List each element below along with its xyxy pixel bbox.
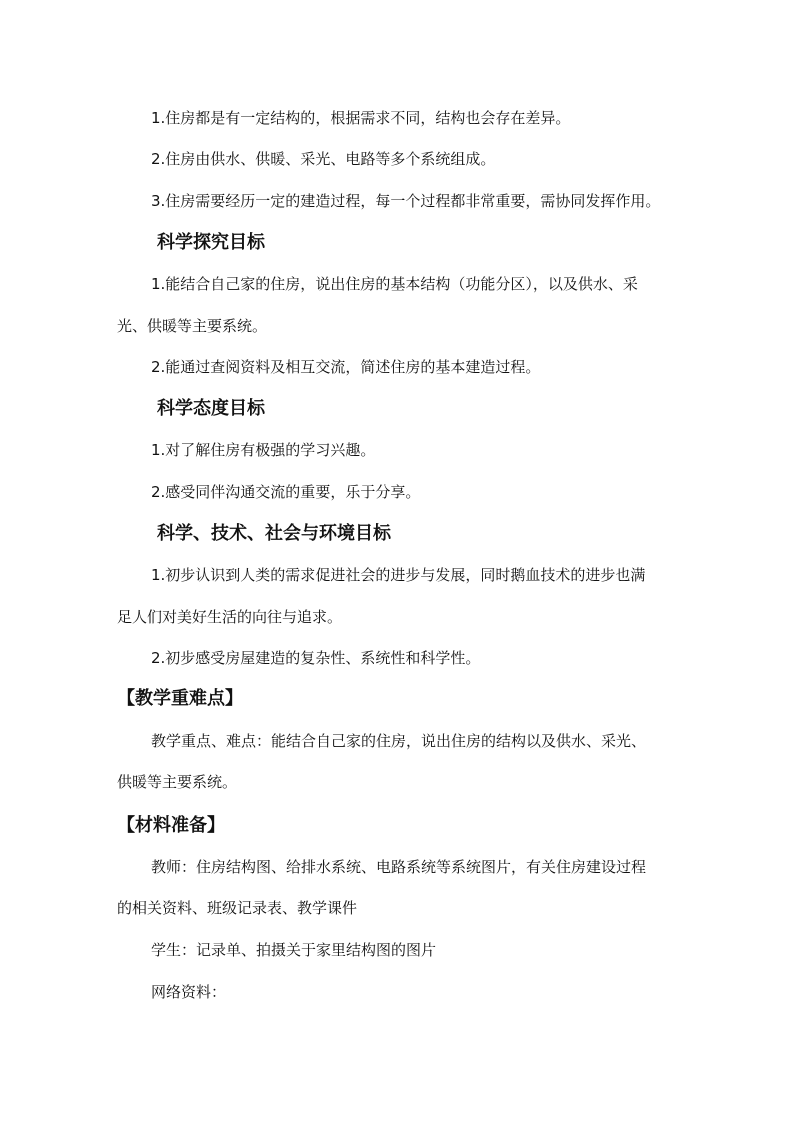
- sts-item-2: 2.初步感受房屋建造的复杂性、系统性和科学性。: [151, 649, 481, 667]
- attitude-heading: 科学态度目标: [157, 398, 265, 419]
- goal-item-3: 3.住房需要经历一定的建造过程，每一个过程都非常重要，需协同发挥作用。: [151, 192, 661, 210]
- key-points-line-1: 教学重点、难点：能结合自己家的住房，说出住房的结构以及供水、采光、: [151, 732, 647, 750]
- goal-item-1: 1.住房都是有一定结构的，根据需求不同，结构也会存在差异。: [151, 109, 571, 127]
- attitude-item-1: 1.对了解住房有极强的学习兴趣。: [151, 441, 376, 459]
- inquiry-item-1-line-1: 1.能结合自己家的住房，说出住房的基本结构（功能分区），以及供水、采: [151, 275, 638, 293]
- network-materials-line: 网络资料：: [151, 983, 227, 1001]
- key-points-line-2: 供暖等主要系统。: [117, 773, 238, 791]
- inquiry-item-2: 2.能通过查阅资料及相互交流，简述住房的基本建造过程。: [151, 358, 541, 376]
- goal-item-2: 2.住房由供水、供暖、采光、电路等多个系统组成。: [151, 150, 496, 168]
- inquiry-heading: 科学探究目标: [157, 232, 265, 253]
- materials-heading: 【材料准备】: [117, 815, 225, 836]
- teacher-materials-line-2: 的相关资料、班级记录表、教学课件: [117, 899, 358, 917]
- sts-item-1-line-1: 1.初步认识到人类的需求促进社会的进步与发展，同时鹅血技术的进步也满: [151, 566, 646, 584]
- student-materials-line: 学生：记录单、拍摄关于家里结构图的图片: [151, 941, 437, 959]
- inquiry-item-1-line-2: 光、供暖等主要系统。: [117, 317, 268, 335]
- teacher-materials-line-1: 教师：住房结构图、给排水系统、电路系统等系统图片，有关住房建设过程: [151, 858, 647, 876]
- sts-heading: 科学、技术、社会与环境目标: [157, 523, 391, 544]
- attitude-item-2: 2.感受同伴沟通交流的重要，乐于分享。: [151, 483, 421, 501]
- key-points-heading: 【教学重难点】: [117, 688, 243, 709]
- sts-item-1-line-2: 足人们对美好生活的向往与追求。: [117, 608, 343, 626]
